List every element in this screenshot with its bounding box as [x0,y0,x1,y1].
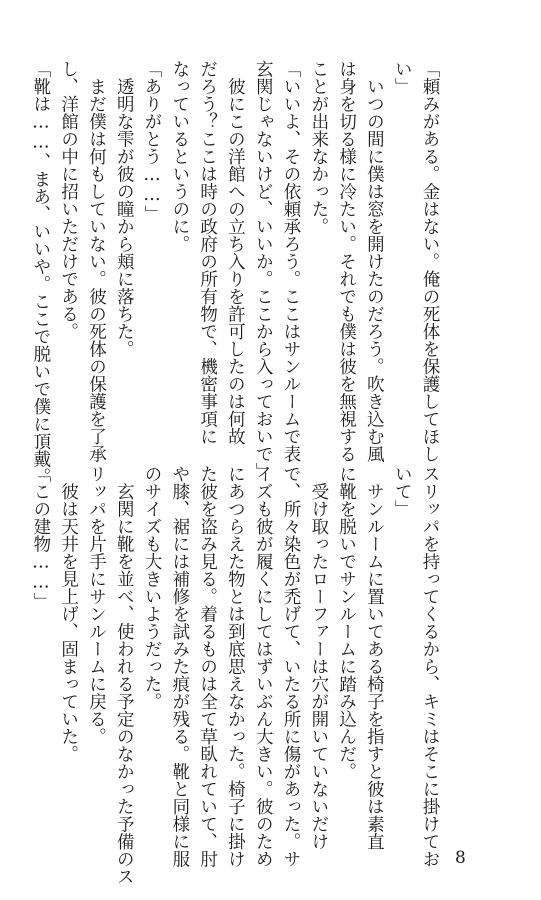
text-line: 「この建物……」 [30,465,51,610]
text-line: なっているというのに。 [169,60,190,253]
text-line: 透明な雫が彼の瞳から頬に落ちた。 [114,60,135,358]
text-line: い」 [392,60,413,95]
lower-text-block [26,465,443,885]
text-line: にあつらえた物とは到底思えなかった。椅子に掛け [225,465,246,868]
upper-text-block [26,60,443,485]
text-line: し、洋館の中に招いただけである。 [58,60,79,340]
text-line: 「頼みがある。金はない。俺の死体を保護してほし [420,60,440,463]
text-line: 彼は天井を見上げ、固まっていた。 [58,465,79,763]
text-line: いて」 [392,465,413,518]
text-line: 玄関じゃないけど、いいか。ここから入っておいで」 [253,60,274,480]
text-line: いつの間に僕は窓を開けたのだろう。吹き込む風 [364,60,385,463]
page-number: 8 [455,848,466,868]
text-line: まだ僕は何もしていない。彼の死体の保護を了承 [86,60,107,463]
text-line: 「靴は……、まあ、いいや。ここで脱いで僕に頂戴。 [30,60,51,485]
text-line: は身を切る様に冷たい。それでも僕は彼を無視する [336,60,357,463]
text-line: スリッパを持ってくるから、キミはそこに掛けてお [420,465,440,868]
text-line: 玄関に靴を並べ、使われる予定のなかった予備のス [114,465,135,885]
text-line: に靴を脱いでサンルームに踏み込んだ。 [336,465,357,780]
text-line: サンルームに置いてある椅子を指すと彼は素直 [364,465,385,850]
text-line: や膝、裾には補修を試みた痕が残る。靴と同様に服 [169,465,190,868]
text-line: 「ありがとう……」 [142,60,163,223]
text-line: た彼を盗み見る。着るものは全て草臥れていて、肘 [197,465,218,868]
text-line: のサイズも大きいようだった。 [142,465,163,710]
text-line: だろう？ここは時の政府の所有物で、機密事項に [197,60,218,445]
text-line: イズも彼が履くにしてはずいぶん大きい。彼のため [253,465,274,868]
text-line: で、所々染色が禿げて、いたる所に傷があった。サ [281,465,302,868]
text-line: 受け取ったローファーは穴が開いていないだけ [308,465,329,850]
text-line: 彼にこの洋館への立ち入りを許可したのは何故 [225,60,246,445]
text-line: ことが出来なかった。 [308,60,329,235]
text-line: リッパを片手にサンルームに戻る。 [86,465,107,745]
text-line: 「いいよ、その依頼承ろう。ここはサンルームで表 [281,60,302,463]
